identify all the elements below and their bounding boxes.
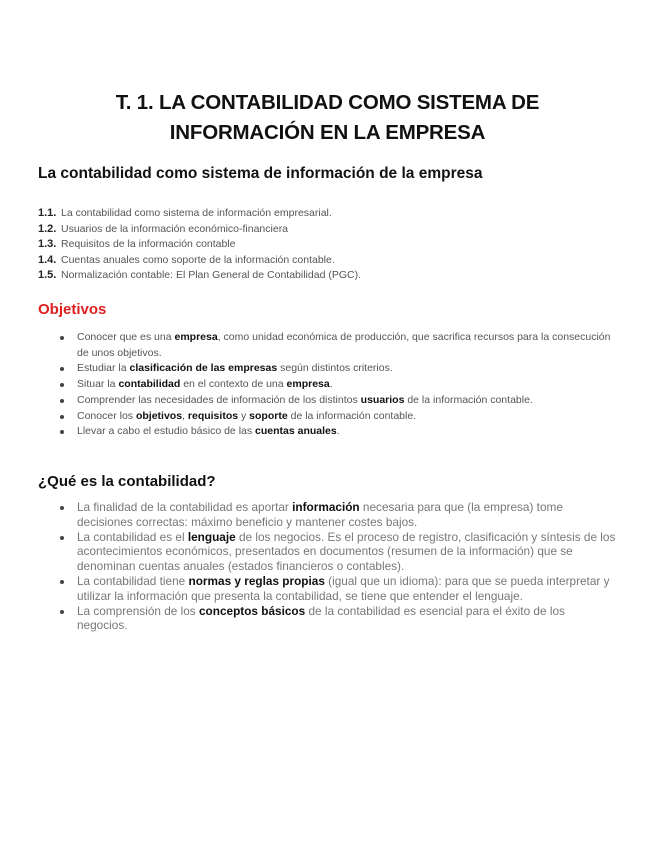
item-text: , <box>182 409 188 422</box>
item-text: La comprensión de los <box>77 603 199 618</box>
item-bold: lenguaje <box>187 529 236 544</box>
item-text: y <box>238 409 250 422</box>
toc-item <box>38 268 361 284</box>
item-text: La finalidad de la contabilidad es aportar <box>77 500 293 514</box>
toc-item <box>38 253 361 269</box>
item-text: La contabilidad es el <box>77 529 188 544</box>
list-item <box>77 530 617 574</box>
item-bold: objetivos <box>135 409 183 422</box>
item-text: en el contexto de una <box>180 378 287 391</box>
list-item <box>77 500 617 530</box>
page-title-line-1: T. 1. LA CONTABILIDAD COMO SISTEMA DE <box>115 91 540 114</box>
item-bold: soporte <box>249 409 288 422</box>
objetivos-heading: Objetivos <box>38 301 107 318</box>
item-text: (igual que un idioma): para que se pueda interpretar y utilizar la información que presenta la contabilidad, se tiene que entender el lenguaje. <box>77 573 610 603</box>
page-title-line-2: INFORMACIÓN EN LA EMPRESA <box>169 121 486 144</box>
objetivos-list <box>77 330 617 440</box>
page-title <box>40 88 615 148</box>
item-bold: empresa <box>286 378 330 391</box>
item-bold: normas y reglas propias <box>188 573 325 588</box>
toc-text: Usuarios de la información económico-financiera <box>61 222 289 235</box>
item-bold: cuentas anuales <box>255 425 337 438</box>
toc-item <box>38 206 361 222</box>
que-es-heading: ¿Qué es la contabilidad? <box>38 473 216 490</box>
toc-text: Cuentas anuales como soporte de la información contable. <box>61 253 335 266</box>
que-es-list <box>77 500 617 633</box>
toc-text: Requisitos de la información contable <box>61 238 236 250</box>
item-text: Conocer los <box>77 409 136 422</box>
toc-number: 1.3. <box>38 238 57 250</box>
item-text: de la contabilidad es esencial para el éxito de los negocios. <box>77 603 565 633</box>
list-item <box>77 424 617 440</box>
list-item <box>77 377 617 393</box>
item-bold: usuarios <box>360 393 405 406</box>
list-item <box>77 604 617 634</box>
toc-text: Normalización contable: El Plan General de Contabilidad (PGC). <box>61 269 361 281</box>
list-item <box>77 393 617 409</box>
item-text: La contabilidad tiene <box>77 573 189 588</box>
item-text: necesaria para que (la empresa) tome decisiones correctas: máximo beneficio y mantener costes bajos. <box>77 500 563 529</box>
item-bold: conceptos básicos <box>198 603 306 618</box>
toc-number: 1.4. <box>38 253 57 266</box>
list-item <box>77 330 617 361</box>
table-of-contents <box>38 206 361 284</box>
list-item <box>77 409 617 425</box>
item-bold: requisitos <box>187 409 239 422</box>
list-item <box>77 361 617 377</box>
item-text: de la información contable. <box>404 393 533 406</box>
toc-text: La contabilidad como sistema de información empresarial. <box>61 207 332 219</box>
item-text: Llevar a cabo el estudio básico de las <box>77 425 256 438</box>
item-bold: empresa <box>174 331 218 343</box>
item-bold: información <box>292 500 360 514</box>
toc-number: 1.5. <box>38 269 57 281</box>
item-text: Comprender las necesidades de información de los distintos <box>77 393 361 406</box>
toc-item <box>38 237 361 253</box>
list-item <box>77 574 617 604</box>
item-text: según distintos criterios. <box>277 362 393 375</box>
section-subtitle: La contabilidad como sistema de información de la empresa <box>38 165 483 182</box>
item-text: Situar la <box>77 378 119 391</box>
item-text: Estudiar la <box>77 362 130 375</box>
item-bold: clasificación de las empresas <box>129 362 278 375</box>
toc-item <box>38 222 361 238</box>
item-text: , como unidad económica de producción, que sacrifica recursos para la consecución de unos objetivos. <box>77 331 611 359</box>
item-text: Conocer que es una <box>77 331 175 343</box>
item-text: . <box>329 378 333 391</box>
item-text: . <box>336 425 340 438</box>
toc-number: 1.1. <box>38 207 57 219</box>
item-text: de la información contable. <box>287 409 417 422</box>
toc-number: 1.2. <box>38 222 57 235</box>
item-text: de los negocios. Es el proceso de registro, clasificación y síntesis de los acontecimientos económicos, presentados en documentos (resumen de la información) que se denominan cuentas anuales (estados financieros o contables). <box>77 529 616 574</box>
item-bold: contabilidad <box>118 378 181 391</box>
